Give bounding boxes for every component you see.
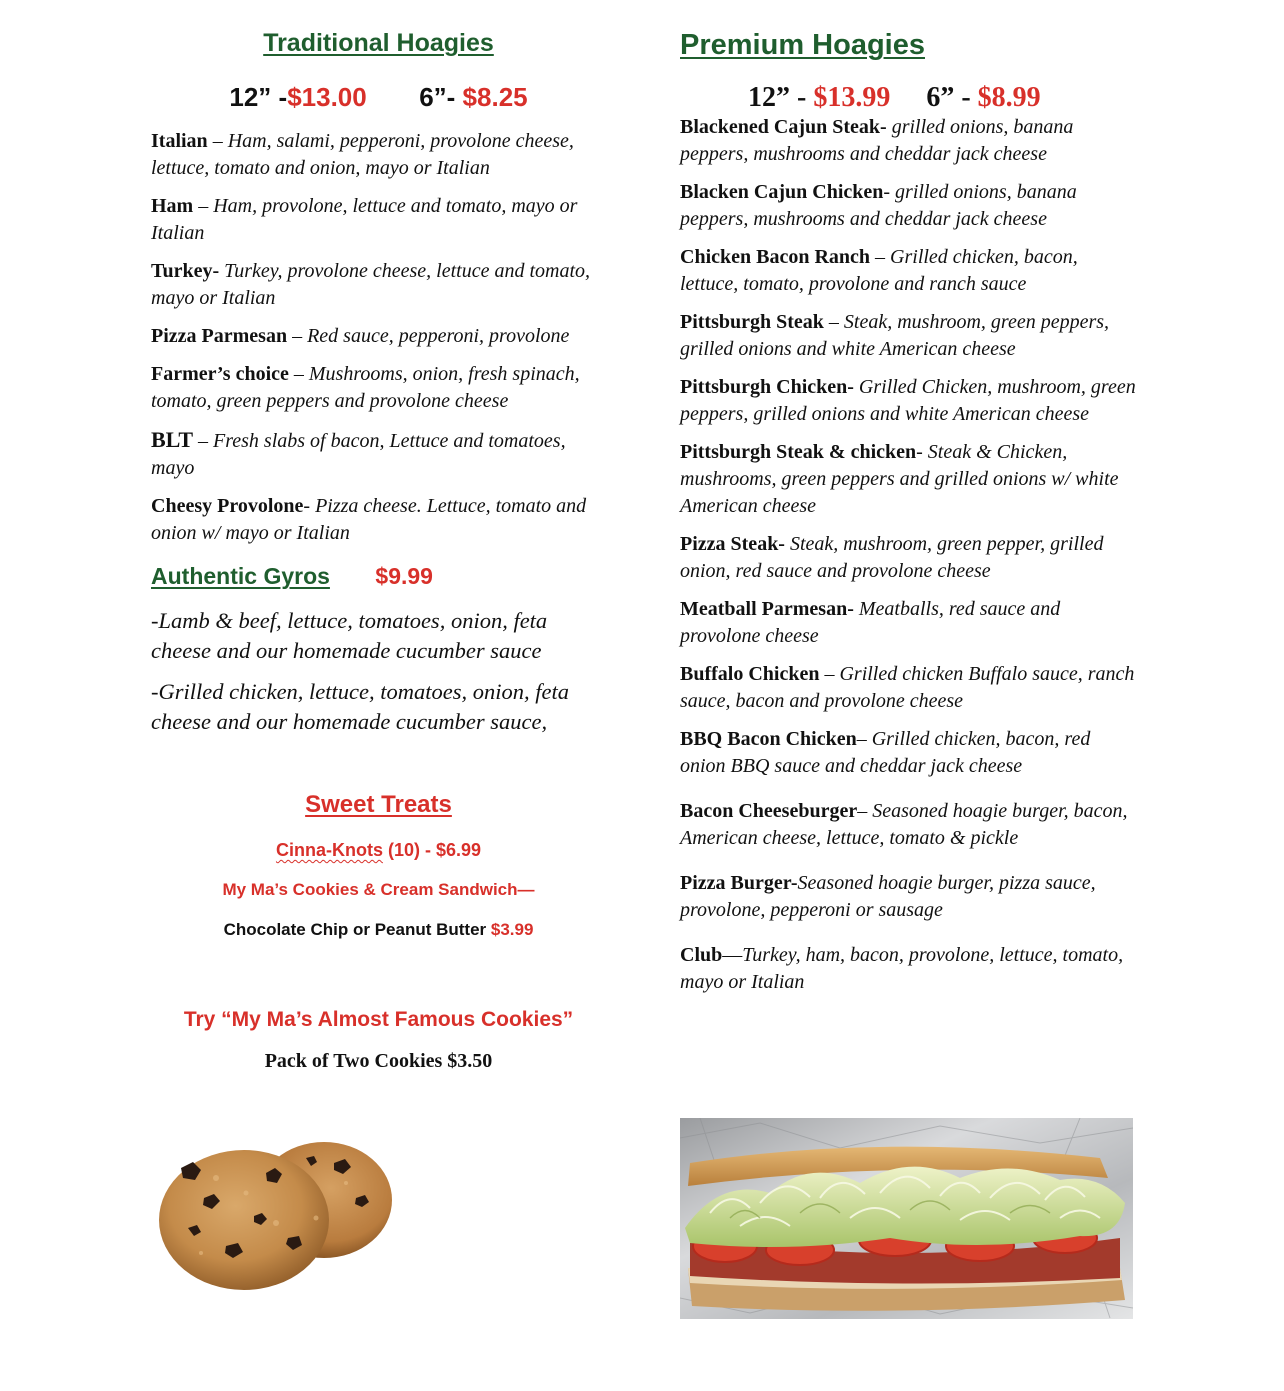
- menu-item: Pizza Parmesan – Red sauce, pepperoni, provolone: [151, 325, 570, 347]
- item-description: Seasoned hoagie burger, pizza sauce, provolone, pepperoni or sausage: [680, 872, 1096, 921]
- gyro-option: -Grilled chicken, lettuce, tomatoes, onion, feta cheese and our homemade cucumber sauce,: [151, 679, 570, 734]
- menu-item: Buffalo Chicken – Grilled chicken Buffalo sauce, ranch sauce, bacon and provolone cheese: [680, 663, 1135, 712]
- traditional-items: [151, 128, 606, 547]
- item-description: Pizza cheese. Lettuce, tomato and onion w/ mayo or Italian: [151, 495, 587, 544]
- item-name: Chicken Bacon Ranch: [680, 246, 871, 268]
- item-description: Ham, provolone, lettuce and tomato, mayo or Italian: [151, 195, 578, 244]
- item-description: Grilled chicken, bacon, lettuce, tomato, provolone and ranch sauce: [680, 246, 1078, 295]
- item-name: Turkey-: [151, 260, 220, 282]
- premium-6in-label: 6” -: [926, 82, 978, 113]
- hoagie-image: [680, 1118, 1133, 1319]
- menu-item: Cheesy Provolone- Pizza cheese. Lettuce, tomato and onion w/ mayo or Italian: [151, 495, 587, 544]
- item-name: Meatball Parmesan-: [680, 598, 854, 620]
- item-name: Pittsburgh Steak & chicken: [680, 441, 917, 463]
- item-name: Pittsburgh Chicken-: [680, 376, 854, 398]
- item-name: Pizza Parmesan: [151, 325, 288, 347]
- menu-item: Chicken Bacon Ranch – Grilled chicken, bacon, lettuce, tomato, provolone and ranch sauce: [680, 246, 1078, 295]
- item-name: Farmer’s choice: [151, 363, 289, 385]
- menu-item: [680, 531, 1140, 585]
- traditional-6in-label: 6”-: [419, 82, 456, 112]
- premium-12in-label: 12” -: [748, 82, 814, 113]
- item-name: Blacken Cajun Chicken: [680, 181, 884, 203]
- menu-item: Ham – Ham, provolone, lettuce and tomato, mayo or Italian: [151, 195, 578, 244]
- gyros-price: $9.99: [375, 563, 433, 589]
- item-description: Mushrooms, onion, fresh spinach, tomato, green peppers and provolone cheese: [151, 363, 580, 412]
- menu-item: Club—Turkey, ham, bacon, provolone, lettuce, tomato, mayo or Italian: [680, 944, 1124, 993]
- item-name: Italian: [151, 130, 208, 152]
- menu-item: Pittsburgh Steak & chicken- Steak & Chicken, mushrooms, green peppers and grilled onions w/ white American cheese: [680, 441, 1119, 517]
- sandwich-flavors-line: [151, 919, 606, 941]
- item-name: Pizza Steak-: [680, 533, 785, 555]
- cookies-image: [156, 1128, 392, 1293]
- gyros-items: [151, 606, 606, 736]
- traditional-12in-price: $13.00: [287, 82, 367, 112]
- sandwich-flavors: Chocolate Chip or Peanut Butter: [223, 920, 491, 939]
- item-description: Ham, salami, pepperoni, provolone cheese, lettuce, tomato and onion, mayo or Italian: [151, 130, 574, 179]
- cookies-photo: [156, 1128, 392, 1293]
- sandwich-price: $3.99: [490, 920, 534, 939]
- premium-hoagies-title: Premium Hoagies: [680, 29, 925, 61]
- premium-items: [680, 114, 1140, 996]
- gyros-heading: [151, 561, 606, 592]
- cinna-knots-line: [151, 838, 606, 862]
- premium-price-row: [748, 82, 1140, 114]
- premium-6in-price: $8.99: [977, 82, 1041, 113]
- left-column: [151, 28, 606, 1074]
- menu-item: Pittsburgh Steak – Steak, mushroom, green peppers, grilled onions and white American cheese: [680, 311, 1110, 360]
- menu-item: Blacken Cajun Chicken- grilled onions, banana peppers, mushrooms and cheddar jack cheese: [680, 181, 1077, 230]
- menu-item: [680, 114, 1140, 168]
- item-name: Bacon Cheeseburger: [680, 800, 858, 822]
- menu-item: [151, 258, 606, 312]
- menu-item: [680, 374, 1140, 428]
- menu-item: BBQ Bacon Chicken– Grilled chicken, bacon, red onion BBQ sauce and cheddar jack cheese: [680, 728, 1091, 777]
- item-description: Turkey, provolone cheese, lettuce and tomato, mayo or Italian: [151, 260, 591, 309]
- item-name: Ham: [151, 195, 194, 217]
- menu-item: BLT – Fresh slabs of bacon, Lettuce and tomatoes, mayo: [151, 427, 566, 479]
- item-description: Turkey, ham, bacon, provolone, lettuce, tomato, mayo or Italian: [680, 944, 1124, 993]
- item-description: Fresh slabs of bacon, Lettuce and tomatoes, mayo: [151, 430, 566, 479]
- item-name: Buffalo Chicken: [680, 663, 820, 685]
- gyros-title: Authentic Gyros: [151, 563, 330, 589]
- cinna-knots-name: Cinna-Knots: [275, 840, 383, 860]
- item-name: Pittsburgh Steak: [680, 311, 824, 333]
- traditional-hoagies-title: Traditional Hoagies: [263, 29, 494, 57]
- item-name: Cheesy Provolone: [151, 495, 304, 517]
- item-description: grilled onions, banana peppers, mushrooms and cheddar jack cheese: [680, 116, 1074, 165]
- item-name: BBQ Bacon Chicken: [680, 728, 857, 750]
- cookies-pack-price: Pack of Two Cookies $3.50: [264, 1050, 493, 1072]
- traditional-price-row: [151, 81, 606, 113]
- cookies-cream-sandwich-line: My Ma’s Cookies & Cream Sandwich—: [222, 880, 535, 899]
- sweet-treats-title: Sweet Treats: [305, 791, 452, 818]
- cinna-knots-price: (10) - $6.99: [382, 840, 482, 860]
- item-name: Club: [680, 944, 723, 966]
- right-column: [680, 28, 1140, 1007]
- item-description: Grilled chicken Buffalo sauce, ranch sauce, bacon and provolone cheese: [680, 663, 1135, 712]
- item-name: Blackened Cajun Steak-: [680, 116, 887, 138]
- gyro-option: -Lamb & beef, lettuce, tomatoes, onion, feta cheese and our homemade cucumber sauce: [151, 608, 548, 663]
- item-description: Red sauce, pepperoni, provolone: [307, 325, 570, 347]
- item-description: Steak, mushroom, green pepper, grilled onion, red sauce and provolone cheese: [680, 533, 1104, 582]
- menu-item: [680, 596, 1140, 650]
- item-description: Grilled chicken, bacon, red onion BBQ sauce and cheddar jack cheese: [680, 728, 1091, 777]
- hoagie-photo: [680, 1118, 1133, 1319]
- item-name: Pizza Burger-: [680, 872, 798, 894]
- item-description: Meatballs, red sauce and provolone cheese: [680, 598, 1061, 647]
- menu-item: Bacon Cheeseburger– Seasoned hoagie burger, bacon, American cheese, lettuce, tomato & pickle: [680, 800, 1128, 849]
- cookies-headline: Try “My Ma’s Almost Famous Cookies”: [183, 1008, 574, 1031]
- item-description: Steak & Chicken, mushrooms, green peppers and grilled onions w/ white American cheese: [680, 441, 1119, 517]
- traditional-6in-price: $8.25: [462, 82, 528, 112]
- menu-item: Farmer’s choice – Mushrooms, onion, fresh spinach, tomato, green peppers and provolone cheese: [151, 363, 580, 412]
- item-name: BLT: [151, 427, 194, 452]
- traditional-12in-label: 12” -: [229, 82, 288, 112]
- item-description: Seasoned hoagie burger, bacon, American cheese, lettuce, tomato & pickle: [680, 800, 1128, 849]
- menu-item: [680, 870, 1140, 924]
- item-description: Steak, mushroom, green peppers, grilled onions and white American cheese: [680, 311, 1110, 360]
- item-description: Grilled Chicken, mushroom, green peppers, grilled onions and white American cheese: [680, 376, 1136, 425]
- premium-12in-price: $13.99: [813, 82, 891, 113]
- menu-item: Italian – Ham, salami, pepperoni, provolone cheese, lettuce, tomato and onion, mayo or Italian: [151, 130, 574, 179]
- item-description: grilled onions, banana peppers, mushrooms and cheddar jack cheese: [680, 181, 1077, 230]
